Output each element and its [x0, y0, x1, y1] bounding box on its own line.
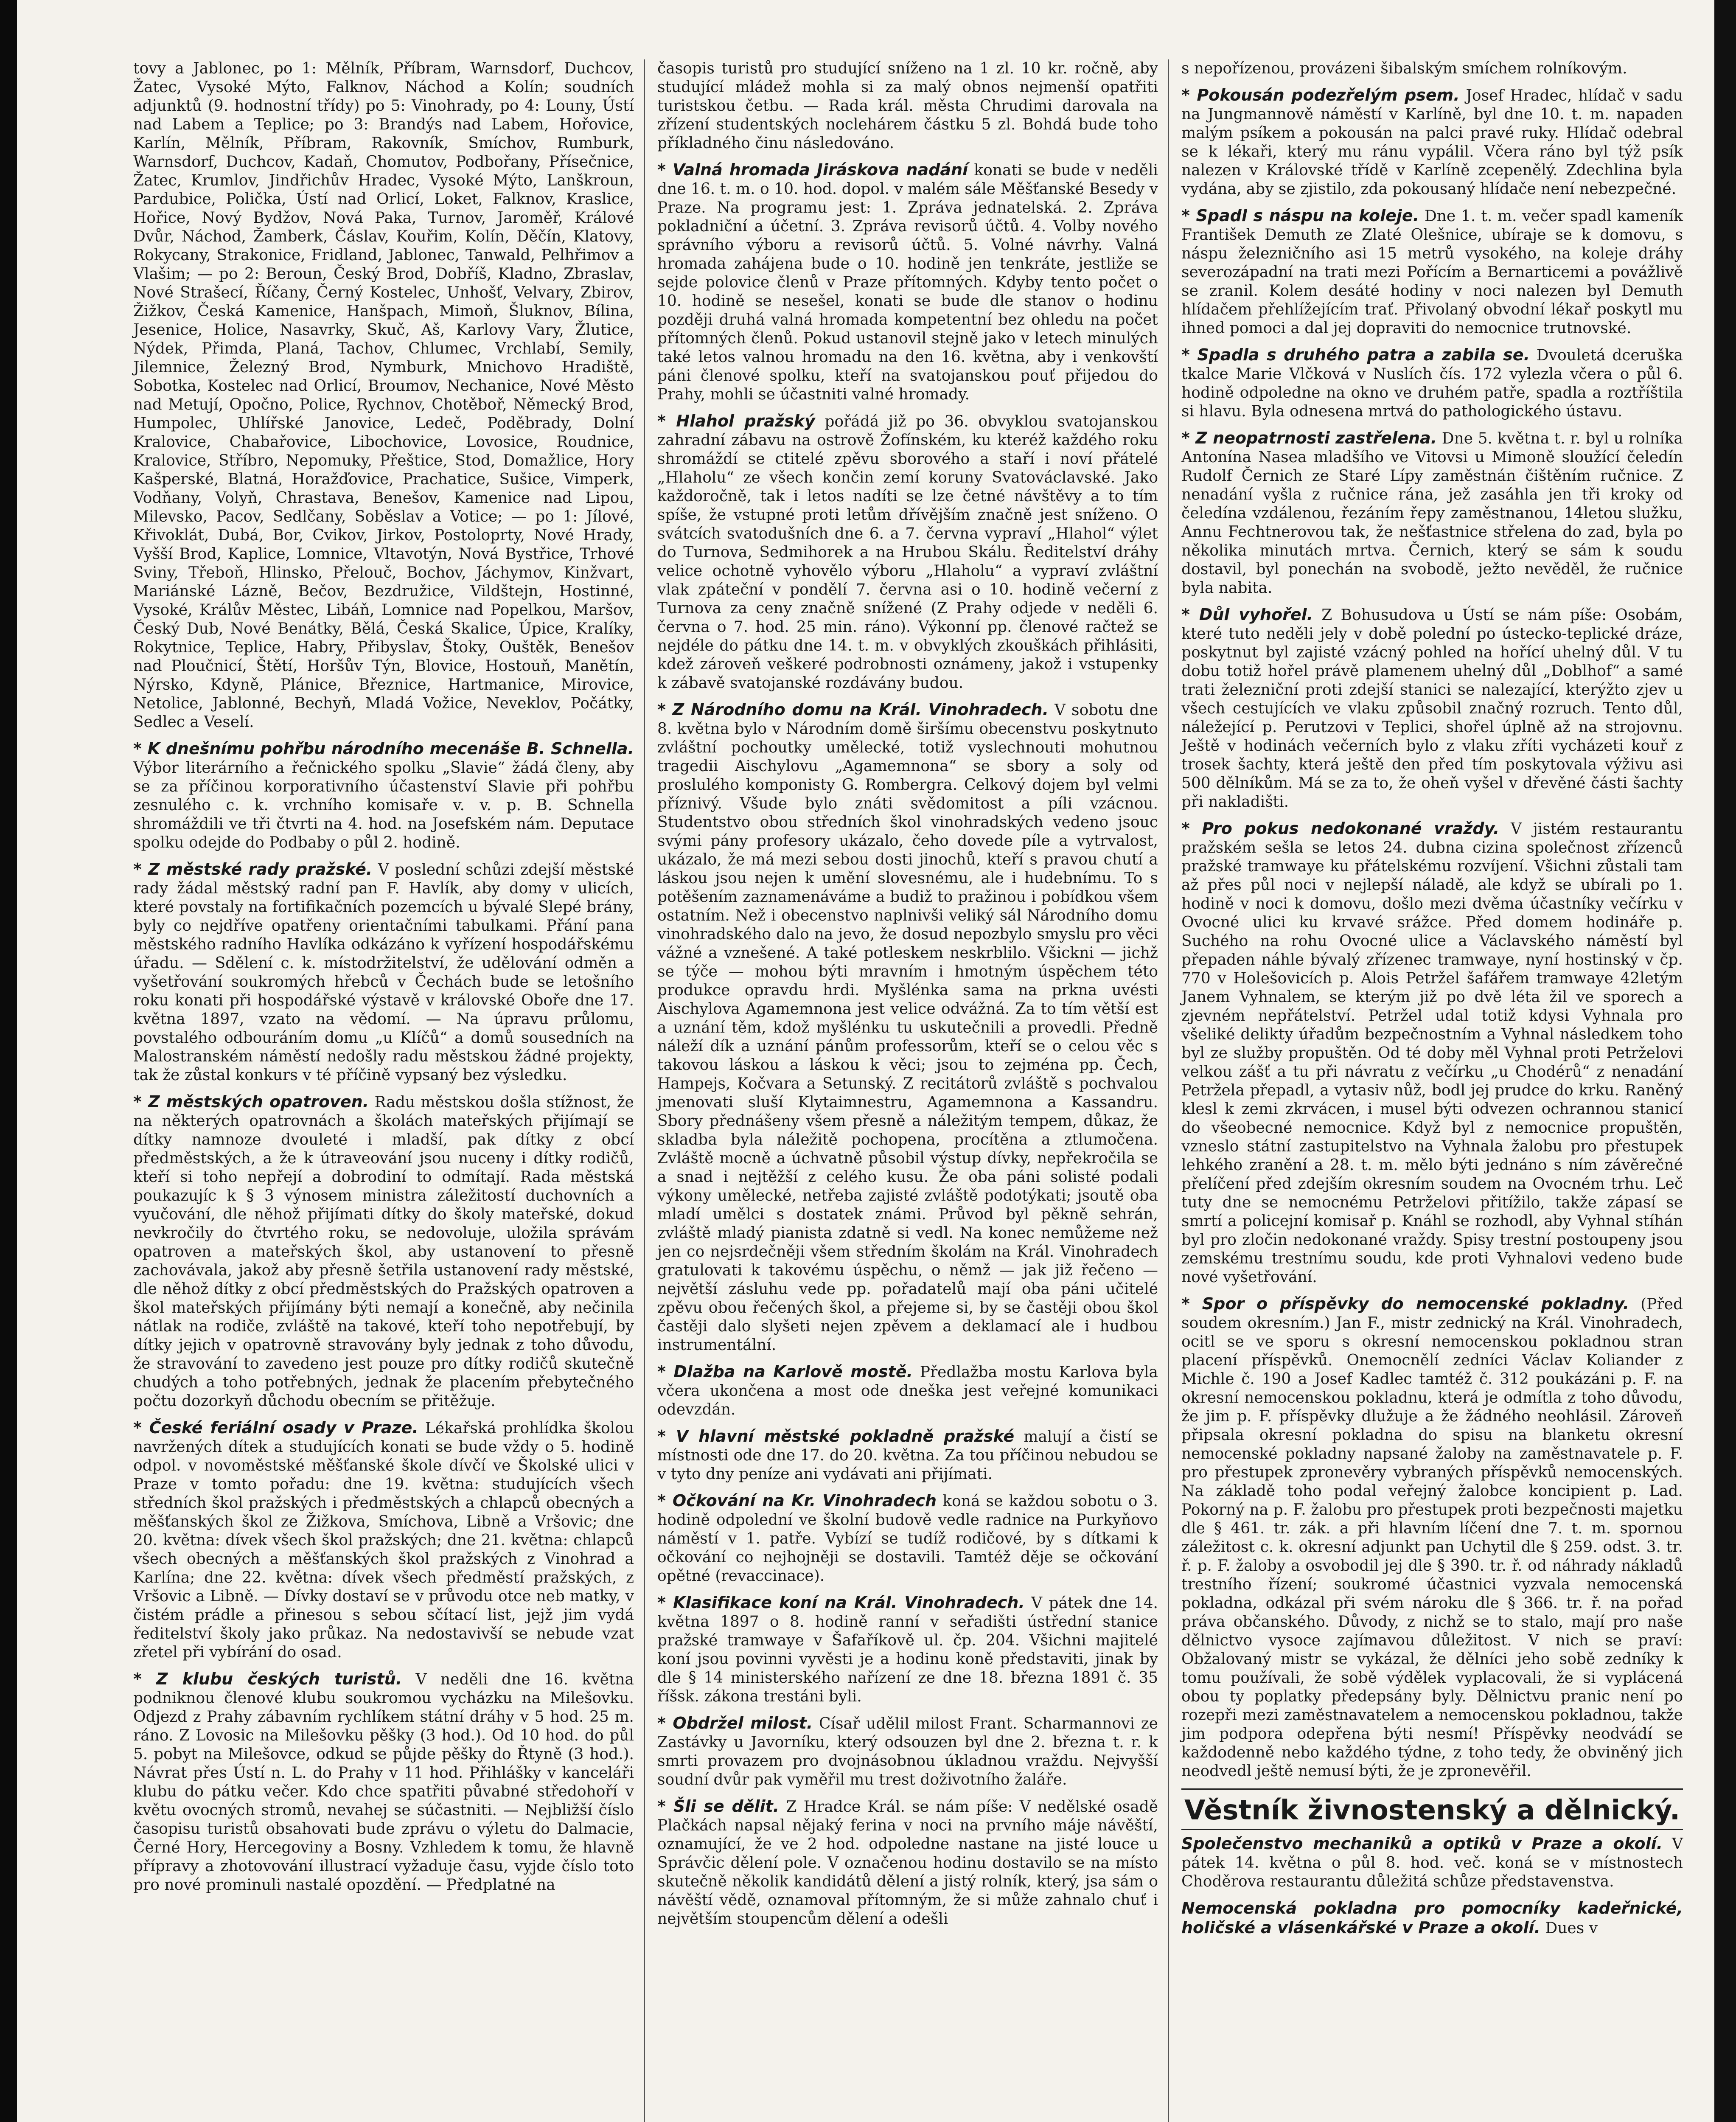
section-divider [1181, 1829, 1683, 1830]
article-text: tovy a Jablonec, po 1: Mělník, Příbram, Warnsdorf, Duchcov, Žatec, Vysoké Mýto, Falknov, Náchod a Kolín; soudních adjunktů (9. hodnostní třídy) po 5: Vinohrady, po 4: Louny, Ústí nad Labem a Teplice; po 3: Brandýs nad Labem, Hořovice, Karlín, Mělník, Příbram, Rakovník, Smíchov, Rumburk, Warnsdorf, Duchcov, Kadaň, Chomutov, Podbořany, Přísečnice, Žatec, Krumlov, Jindřichův Hradec, Vysoké Mýto, Lanškroun, Pardubice, Polička, Ústí nad Orlicí, Loket, Falknov, Kraslice, Hořice, Nový Bydžov, Nová Paka, Turnov, Jaroměř, Králové Dvůr, Náchod, Žamberk, Čáslav, Kouřim, Kolín, Děčín, Klatovy, Rokycany, Strakonice, Fridland, Jablonec, Tanwald, Pelhřimov a Vlašim; — po 2: Beroun, Český Brod, Dobříš, Kladno, Zbraslav, Nové Strašecí, Říčany, Černý Kostelec, Unhošť, Velvary, Zbirov, Žižkov, Česká Kamenice, Hanšpach, Mimoň, Šluknov, Bílina, Jesenice, Holice, Nasavrky, Skuč, Aš, Karlovy Vary, Žlutice, Nýdek, Přimda, Planá, Tachov, Chlumec, Vrchlabí, Semily, Jilemnice, Železný Brod, Nymburk, Mnichovo Hradiště, Sobotka, Kostelec nad Orlicí, Broumov, Nechanice, Nové Město nad Metují, Opočno, Police, Rychnov, Chotěboř, Německý Brod, Humpolec, Uhlířské Janovice, Ledeč, Poděbrady, Dolní Kralovice, Chabařovice, Libochovice, Lovosice, Roudnice, Kralovice, Stříbro, Nepomuky, Přeštice, Stod, Domažlice, Hory Kašperské, Blatná, Horažďovice, Prachatice, Sušice, Vimperk, Vodňany, Volyň, Chrastava, Benešov, Kamenice nad Lipou, Milevsko, Pacov, Sedlčany, Soběslav a Votice; — po 1: Jílové, Křivoklát, Dubá, Bor, Cvikov, Jirkov, Postoloprty, Nové Hrady, Vyšší Brod, Kaplice, Lomnice, Vltavotýn, Nová Bystřice, Trhové Sviny, Třeboň, Hlinsko, Přelouč, Bochov, Jáchymov, Kinžvart, Mariánské Lázně, Bečov, Bezdružice, Vildštejn, Hostinné, Vysoké, Králův Městec, Libáň, Lomnice nad Popelkou, Maršov, Český Dub, Nové Benátky, Bělá, Česká Skalice, Úpice, Kralíky, Rokytnice, Teplice, Habry, Přibyslav, Štoky, Ouštěk, Benešov nad Ploučnicí, Štětí, Horšův Týn, Blovice, Hostouň, Manětín, Nýrsko, Kdyně, Plánice, Březnice, Hartmanice, Mirovice, Netolice, Jablonné, Bechyň, Mladá Vožice, Neveklov, Počátky, Sedlec a Veselí. [133, 60, 634, 731]
article [1181, 206, 1683, 338]
notice-headline: Společenstvo mechaniků a optiků v Praze a okolí. [1181, 1834, 1663, 1853]
article-text: V neděli dne 16. května podniknou členové klubu soukromou vycházku na Milešovku. Odjezd z Prahy zábavním rychlíkem státní dráhy v 5 hod. 25 m. ráno. Z Lovosic na Milešovku pěšky (3 hod.). Od 10 hod. do půl 5. pobyt na Milešovce, odkud se půjde pěšky do Řtyně (3 hod.). Návrat přes Ústí n. L. do Prahy v 11 hod. Přihlášky v kanceláři klubu do pátku večer. Kdo chce spatřiti půvabné středohoří v květu ovocných stromů, nevahej se súčastniti. — Nejbližší číslo časopisu turistů obsahovati bude zprávu o výletu do Dalmacie, Černé Hory, Hercegoviny a Bosny. Vzhledem k tomu, že hlavně přípravy a zhotovování illustrací vyžaduje času, vyjde číslo toto pro nové prominuli nastalé opozdění. — Předplatné na [133, 1671, 634, 1894]
article-text: Lékařská prohlídka školou navržených dítek a studujících konati se bude vždy o 5. hodině odpol. v novoměstské měšťanské škole dívčí ve Školské ulici v Praze v tomto pořadu: dne 19. května: studujících všech středních škol pražských i předměstských a chlapců obecných a měšťanských škol ze Žižkova, Smíchova, Libně a Vršovic; dne 20. května: dívek všech škol pražských; dne 21. května: chlapců všech obecných a měšťanských škol pražských z Vinohrad a Karlína; dne 22. května: dívek všech předměstí pražských, z Vršovic a Libně. — Dívky dostaví se v průvodu otce neb matky, v čistém prádle a přinesou s sebou sčítací list, jejž jim vydá ředitelství školy jako průkaz. Na nedostavivší se nebude vzat zřetel při vybírání do osad. [133, 1420, 634, 1661]
article-headline: * Spadla s druhého patra a zabila se. [1181, 345, 1530, 364]
article-headline: * Z městské rady pražské. [133, 860, 373, 879]
article [133, 1092, 634, 1411]
article-text: Předlažba mostu Karlova byla včera ukončena a most ode dneška jest veřejné komunikaci odevzdán. [657, 1364, 1158, 1418]
article [1181, 819, 1683, 1287]
left-binding-edge [0, 0, 17, 2122]
article-text: konati se bude v neděli dne 16. t. m. o 10. hod. dopol. v malém sále Měšťanské Besedy v Praze. Na programu jest: 1. Zpráva jednatelská. 2. Zpráva pokladniční a účetní. 3. Zpráva revisorů účtů. 4. Volby nového správního výboru a revisorů účtů. 5. Volné návrhy. Valná hromada zahájena bude o 10. hodině jen tenkráte, jestliže se sejde polovice členů v Praze přítomných. Kdyby tento počet o 10. hodině se nesešel, konati se bude dle stanov o hodinu později druhá valná hromada kompetentní bez ohledu na počet přítomných členů. Pokud ustanovil stejně jako v letech minulých také letos valnou hromadu na den 16. května, aby i venkovští páni členové spolku, kteří na svatojanskou pouť přijedou do Prahy, mohli se účastniti valné hromady. [657, 162, 1158, 403]
article-headline: * Z Národního domu na Král. Vinohradech. [657, 700, 1049, 719]
notice-text: Dues v [1545, 1920, 1598, 1937]
column-2 [647, 59, 1169, 2122]
article-text: koná se každou sobotu o 3. hodině odpolední ve školní budově vedle radnice na Purkyňovo náměstí v 1. patře. Vybízí se tudíž rodičové, by s dítkami k očkování co nejhojněji se dostavili. Tamtéž děje se očkování opětné (revaccinace). [657, 1493, 1158, 1585]
article [133, 1418, 634, 1662]
article [657, 59, 1158, 153]
article [1181, 429, 1683, 598]
column-3 [1171, 59, 1693, 2122]
notice-headline: Nemocenská pokladna pro pomocníky kadeřnické, holičské a vlásenkářské v Praze a okolí. [1181, 1899, 1683, 1937]
section-divider [1181, 1788, 1683, 1790]
article-headline: * Spadl s náspu na koleje. [1181, 206, 1419, 225]
article-text: Dne 5. května t. r. byl u rolníka Antonína Nasea mladšího ve Vitovsi u Mimoně sloužící čeledín Rudolf Černich ze Staré Lípy zaměstnán čištěním ručnice. Z nenadání vyšla z ručnice rána, jež zasáhla jen tři kroky od čeledína vzdálenou, řezáním řepy zaměstnanou, 14letou služku, Annu Fechtnerovou tak, že nešťastnice střelena do zad, byla po několika minutách mrtva. Černich, který se sám k soudu dostavil, byl ponechán na svobodě, ježto nevěděl, že ručnice byla nabita. [1181, 430, 1683, 597]
article-text: Z Hradce Král. se nám píše: V nedělské osadě Plačkách napsal nějaký ferina v noci na prvního máje návěští, oznamující, že ve 2 hod. odpoledne nastane na jisté louce u Správčic dělení pole. V označenou hodinu dostavilo se na místo skutečně několik kandidátů dělení a jistý rolník, který, jsa sám o návěští vědě, oznamoval přítomným, že si může zahnalo chuť i největším stoupencům dělení a odešli [657, 1798, 1158, 1928]
article [657, 1714, 1158, 1789]
article [1181, 86, 1683, 199]
article [657, 1362, 1158, 1419]
article-headline: * V hlavní městské pokladně pražské [657, 1427, 1015, 1446]
article [657, 1427, 1158, 1484]
article [133, 1670, 634, 1895]
article [133, 739, 634, 852]
article-headline: * Valná hromada Jiráskova nadání [657, 160, 968, 179]
article-headline: * Důl vyhořel. [1181, 605, 1313, 624]
article-text: Dvouletá dceruška tkalce Marie Vlčková v Nuslích čís. 172 vylezla včera o půl 6. hodině odpoledne na okno ve druhém patře, spadla a roztříštila si hlavu. Byla odnesena mrtvá do pathologického ústavu. [1181, 347, 1683, 420]
article-headline: * Z klubu českých turistů. [133, 1670, 402, 1688]
article [133, 59, 634, 732]
article-headline: * Spor o příspěvky do nemocenské pokladny. [1181, 1294, 1629, 1313]
article-text: Císař udělil milost Frant. Scharmannovi ze Zastávky u Javorníku, který odsouzen byl dne 2. března t. r. k smrti provazem pro dvojnásobnou úkladnou vraždu. Nejvyšší soudní dvůr pak vyměřil mu trest doživotního žaláře. [657, 1715, 1158, 1788]
article-text: Výbor literárního a řečnického spolku „Slavie“ žádá členy, aby se za příčinou korporativního účastenství Slavie při pohřbu zesnulého c. k. vrchního komisaře v. v. p. B. Schnella shromáždili ve tři čtvrti na 4. hod. na Josefském nám. Deputace spolku odejde do Podbaby o půl 2. hodině. [133, 759, 634, 851]
article-text: V poslední schůzi zdejší městské rady žádal městský radní pan F. Havlík, aby domy v ulicích, které povstaly na fortifikačních pozemcích u bývalé Slepé brány, byly co nejdříve opatřeny orientačními tabulkami. Přání pana městského radního Havlíka odkázáno k vyřízení hospodářskému úřadu. — Sdělení c. k. místodržitelství, že udělování odměn a vyšetřování soukromých hřebců v Čechách bude se letošního roku konati při hospodářské výstavě v královské Oboře dne 17. května 1897, vzato na vědomí. — Na úpravu průlomu, povstalého odbouráním domu „u Klíčů“ a domů sousedních na Malostranském náměstí nedošly radu městskou žádné projekty, tak že zůstal konkurs v té příčině vypsaný bez výsledku. [133, 861, 634, 1084]
article [1181, 345, 1683, 421]
article-text: Z Bohusudova u Ústí se nám píše: Osobám, které tuto neděli jely v době polední po ústecko-teplické dráze, poskytnut byl zajisté vzácný pohled na hořící uhelný důl. V tu dobu totiž hořel právě plamenem uhelný důl „Doblhof“ a samé trati železniční proti zdejší stanici se nalezající, kterýžto zjev u všech cestujících ve vlaku způsobil značný rozruch. Tento důl, náležející p. Perutzovi v Teplici, shořel úplně až na strojovnu. Ještě v hodinách večerních bylo z vlaku zříti vycházeti kouř z trosek šachty, která ještě den před tím poskytovala výživu asi 500 dělníkům. Má se za to, že oheň vyšel v dřevěné části šachty při nakladišti. [1181, 606, 1683, 811]
article [657, 1797, 1158, 1928]
article [657, 160, 1158, 404]
article-text: Radu městskou došla stížnost, že na některých opatrovnách a školách mateřských přijímají se dítky namnoze dvouleté i mladší, pak dítky z obcí předměstských, a že k útraveování jsou nuceny i dítky rodičů, kteří si toho nepřejí a dobrodiní to odmítají. Rada městská poukazujíc k § 3 výnosem ministra záležitostí duchovních a vyučování, dle něhož přijímati dítky do školy mateřské, dokud nevkročily do čtvrtého roku, se nedovoluje, uložila správám opatroven a mateřských škol, aby ustanovení to přesně zachovávala, jakož aby přesně šetřila ustanovení rady městské, dle něhož dítky z obcí předměstských do Pražských opatroven a škol mateřských přijímány býti nemají a konečně, aby nečinila nátlak na rodiče, zvláště na takové, kteří toho nepotřebují, by dítky jejich v opatrovně stravovány byly jednak z toho důvodu, že stravování to zavedeno jest pouze pro dítky rodičů skutečně chudých a toho potřebných, jednak že placením přebytečného počtu dozorkyň důchodu obecním se přitěžuje. [133, 1094, 634, 1410]
right-binding-edge [1714, 0, 1736, 2122]
article-headline: * Z neopatrnosti zastřelena. [1181, 429, 1437, 447]
article [1181, 1294, 1683, 1781]
article-text: pořádá již po 36. obvyklou svatojanskou zahradní zábavu na ostrově Žofínském, ku kteréž každého roku shromáždí se ctitelé zpěvu sborového a staří i noví přátelé „Hlaholu“ ze všech končin zemí koruny Svatováclavské. Jako každoročně, tak i letos nadíti se lze četné návštěvy a to tím spíše, že vstupné proti letům dřívějším značně jest sníženo. O svátcích svatodušních dne 6. a 7. června vypraví „Hlahol“ výlet do Turnova, Sedmihorek a na Hrubou Skálu. Ředitelství dráhy velice ochotně vyhovělo výboru „Hlaholu“ a vypraví zvláštní vlak zpáteční v pondělí 7. června asi o 10. hodině večerní z Turnova za ceny značně snížené (Z Prahy odjede v neděli 6. června o 7. hod. 25 min. ráno). Výkonní pp. členové račtež se nejdéle do pátku dne 14. t. m. v obvyklých zkouškách přihlásiti, kdež zároveň veškeré podrobnosti oznámeny, jakož i vstupenky k zábavě svatojanské rozdávány budou. [657, 413, 1158, 692]
article [1181, 605, 1683, 811]
article-headline: * Dlažba na Karlově mostě. [657, 1362, 913, 1381]
notice-text: V pátek 14. května o půl 8. hod. več. koná se v místnostech Choděrova restaurantu důležitá schůze představenstva. [1181, 1836, 1683, 1890]
section-title: Věstník živnostenský a dělnický. [1184, 1795, 1680, 1826]
article [1181, 59, 1683, 78]
article-text: V pátek dne 14. května 1897 o 8. hodině ranní v seřadišti ústřední stanice pražské tramwaye v Šafaříkově ul. čp. 204. Všichni majitelé koní jsou povinni vyvěsti je a hodinu koně představiti, jinak by dle § 14 ministerského nařízení ze dne 18. března 1891 č. 35 říšsk. zákona trestáni byli. [657, 1594, 1158, 1705]
article [657, 700, 1158, 1355]
newspaper-columns [123, 59, 1693, 2122]
article [657, 1593, 1158, 1706]
article [133, 860, 634, 1085]
article-text: s nepořízenou, provázeni šibalským smíchem rolníkovým. [1181, 60, 1627, 77]
article-text: Josef Hradec, hlídač v sadu na Jungmannově náměstí v Karlíně, byl dne 10. t. m. napaden malým psíkem a pokousán na palci pravé ruky. Hlídač odebral se k lékaři, který mu ránu vypálil. Včera ráno byl týž psík nalezen v Královské třídě v Karlíně zcepenělý. Zdechlina byla vydána, aby se zjistilo, zda pokousaný hlídače není nebezpečné. [1181, 87, 1683, 198]
article-text: V sobotu dne 8. května bylo v Národním domě širšímu obecenstvu poskytnuto zvláštní pochoutky umělecké, totiž vyslechnouti mohutnou tragedii Aischylovu „Agamemnona“ se sbory a soly od proslulého komponisty G. Rombergra. Celkový dojem byl velmi příznivý. Všude bylo znáti svědomitost a píli vzácnou. Studentstvo obou středních škol vinohradských vedeno jsouc svými pány profesory ukázalo, čeho dovede píle a vytrvalost, ukázalo, že má mezi sebou dosti jinochů, kteří s pravou chutí a láskou jsou nejen k umění slovesnému, ale i hudebnímu. To s potěšením zaznamenáváme a budiž to pražinou i pobídkou všem ostatním. Než i obecenstvo naplnivši veliký sál Národního domu vinohradského dalo na jevo, že dosud nepozbylo smyslu pro věci vážné a vznešené. A také potleskem neskrblilo. Všickni — jichž se týče — mohou býti mravním i hmotným úspěchem této produkce opravdu hrdi. Myšlénka sama na prkna uvésti Aischylova Agamemnona jest velice odvážná. Za to tím větší est a uznání těm, kdož myšlénku tu uskutečnili a provedli. Předně náleží dík a uznání pánům professorům, kteří se o celou věc s takovou láskou a láskou k věci; jsou to zejména pp. Čech, Hampejs, Kočvara a Setunský. Z recitátorů zvláště s pochvalou jmenovati sluší Klytaimnestru, Agamemnona a Kassandru. Sbory přednášeny všem přesně a náležitým tempem, důkaz, že skladba byla náležitě pochopena, procítěna a ztlumočena. Zvláště mocně a úchvatně působil výstup dívky, nepřekročila se a snad i nejtěžší z celého kusu. Že oba páni solisté podali výkony umělecké, netřeba zajisté zvláště podotýkati; jsoutě oba mladí umělci s dostatek známi. Průvod byl pěkně sehrán, zvláště mladý pianista zdatně si vedl. Na konec nemůžeme než jen co nejsrdečněji všem středním školám na Král. Vinohradech gratulovati k takovému úspěchu, o němž — jak již řečeno — největší zásluhu vede pp. pořadatelů mají oba páni učitelé zpěvu obou řečených škol, a přejeme si, by se častěji obou škol častěji dalo slyšeti nejen zpěvem a deklamací ale i hudbou instrumentální. [657, 702, 1158, 1354]
article-headline: * Obdržel milost. [657, 1714, 813, 1732]
article-headline: * Očkování na Kr. Vinohradech [657, 1491, 937, 1510]
article-headline: * České feriální osady v Praze. [133, 1418, 418, 1437]
article [657, 412, 1158, 693]
article-text: V jistém restaurantu pražském sešla se letos 24. dubna cizina společnost zřízenců pražské tramwaye ku přátelskému rozvíjení. Všichni zůstali tam až přes půl noci v nejlepší náladě, ale když se ubírali po 1. hodině v noci k domovu, došlo mezi dvěma účastníky večírku v Ovocné ulici ku krvavé srážce. Před domem hodináře p. Suchého na rohu Ovocné ulice a Václavského náměstí byl přepaden náhle bývalý zřízenec tramwaye, nyní hostinský v čp. 770 v Holešovicích p. Alois Petržel šafářem tramwaye 42letým Janem Vyhnalem, se kterým již po dvě léta žil ve sporech a zjevném nepřátelství. Petržel udal totiž kdysi Vyhnala pro všeliké delikty úřadům bezpečnostním a Vyhnal následkem toho byl ze služby propuštěn. Od té doby měl Vyhnal proti Petrželovi velkou zášť a tu při návratu z večírku „u Chodérů“ z nenadání Petržela přepadl, a vytasiv nůž, bodl jej prudce do krku. Raněný klesl k zemi zkrvácen, i musel býti odvezen ochrannou stanicí do všeobecné nemocnice. Když byl z nemocnice propuštěn, vzneslo státní zastupitelstvo na Vyhnala žalobu pro přestupek lehkého zranění a 28. t. m. mělo býti jednáno s ním závěrečné přelíčení před zdejším okresním soudem na Ovocném trhu. Leč tuty dne se nemocnému Petrželovi přitížilo, takže zápasí se smrtí a policejní komisař p. Knáhl se rozhodl, aby Vyhnal stíhán byl pro zločin nedokonané vraždy. Spisy trestní postoupeny jsou zemskému trestnímu soudu, kde proti Vyhnalovi vedeno bude nové vyšetřování. [1181, 820, 1683, 1286]
notice [1181, 1834, 1683, 1891]
article-headline: * K dnešnímu pohřbu národního mecenáše B. Schnella. [133, 739, 634, 758]
article-text: časopis turistů pro studující sníženo na 1 zl. 10 kr. ročně, aby studující mládež mohla si za malý obnos nejmenší opatřiti turistskou četbu. — Rada král. města Chrudimi darovala na zřízení studentských noclehárem částku 5 zl. Bohdá bude toho příkladného činu následováno. [657, 60, 1158, 152]
article-headline: * Pokousán podezřelým psem. [1181, 86, 1460, 104]
article-headline: * Klasifikace koní na Král. Vinohradech. [657, 1593, 1025, 1612]
column-1 [123, 59, 645, 2122]
article-text: malují a čistí se místnosti ode dne 17. do 20. května. Za tou příčinou nebudou se v tyto dny peníze ani vydávati ani přijímati. [657, 1428, 1158, 1483]
notice [1181, 1899, 1683, 1938]
article-headline: * Hlahol pražský [657, 412, 815, 430]
article-headline: * Z městských opatroven. [133, 1092, 369, 1111]
article-text: (Před soudem okresním.) Jan F., mistr zednický na Král. Vinohradech, ocitl se ve sporu s okresní nemocenskou pokladnou stran placení příspěvků. Onemocnělí zedníci Václav Koliander z Michle č. 190 a Josef Kadlec tamtéž č. 312 poukázáni p. F. na okresní nemocenskou pokladnu, která je odmítla z toho důvodu, že jim p. F. příspěvky dlužuje a že žádného neohlásil. Zároveň připsala okresní pokladna do spisu na blanketu okresní nemocenské pokladny napsané žaloby na zaměstnavatele p. F. pro přestupek zpronevěry vybraných příspěvků nemocenských. Na základě toho podal veřejný žalobce koncipient p. Lad. Pokorný na p. F. žalobu pro přestupek proti bezpečnosti majetku dle § 461. tr. zák. a při hlavním líčení dne 7. t. m. spornou záležitost c. k. okresní adjunkt pan Uchytil dle § 259. odst. 3. tr. ř. p. F. žaloby a osvobodil jej dle § 390. tr. ř. od náhrady nákladů trestního řízení; soukromé účastnici vyzvala nemocenská pokladna, odkázal při svém nároku dle § 366. tr. ř. na pořad práva občanského. Důvody, z nichž se to stalo, mají pro naše dělnictvo vysoce zajímavou důležitost. V nich se praví: Obžalovaný mistr se vykázal, že dělníci jeho sobě zedníky k tomu používali, že sobě výdělek vyplacovali, že si vyplácená obou ty poplatky předepsány byly. Dělnictvu pranic není po rozepři mezi zaměstnavatelem a nemocenskou pokladnou, takže jim podpora odepřena býti nesmí! Příspěvky neodvádí se každodenně nebo každého týdne, z toho tedy, že obviněný jich neodvedl ještě nemusí býti, že je zpronevěřil. [1181, 1296, 1683, 1780]
article-headline: * Šli se dělit. [657, 1797, 780, 1816]
article-text: Dne 1. t. m. večer spadl kameník František Demuth ze Zlaté Olešnice, ubíraje se k domovu, s náspu železničního asi 15 metrů vysokého, na koleje dráhy severozápadní na trati mezi Pořícím a Bernarticemi a povážlivě se zranil. Kolem desáté hodiny v noci nalezen byl Demuth hlídačem přehlížejícím trať. Přivolaný obvodní lékař poskytl mu ihned pomoci a dal jej dopraviti do nemocnice trutnovské. [1181, 208, 1683, 337]
article-headline: * Pro pokus nedokonané vraždy. [1181, 819, 1500, 838]
article [657, 1491, 1158, 1586]
